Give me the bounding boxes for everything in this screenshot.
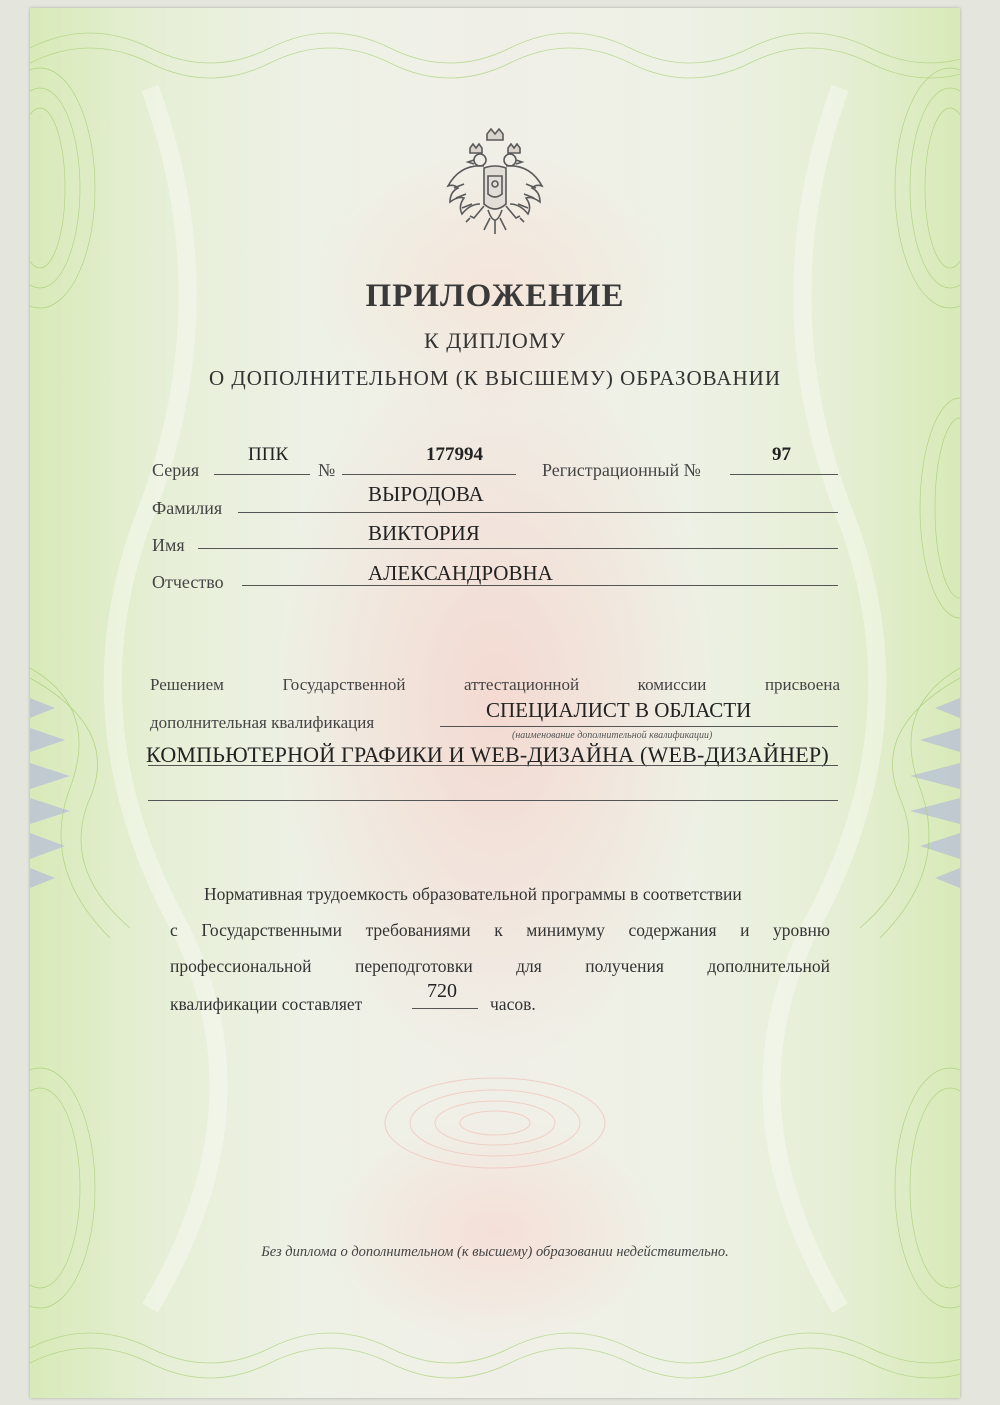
- diploma-supplement-sheet: [30, 8, 960, 1398]
- qualification-label: дополнительная квалификация: [150, 713, 375, 732]
- series-rule: [214, 474, 310, 475]
- series-label: Серия: [152, 460, 200, 480]
- workload-line-4-suffix: часов.: [490, 994, 536, 1014]
- document-subtitle: К ДИПЛОМУ: [424, 328, 566, 353]
- qualification-intro: Решением Государственной аттестационной комиссии присвоена: [150, 675, 840, 694]
- qualification-caption: (наименование дополнительной квалификации): [512, 730, 713, 741]
- validity-note: Без диплома о дополнительном (к высшему) образовании недействительно.: [261, 1244, 729, 1260]
- registration-rule: [730, 474, 838, 475]
- coat-of-arms-icon: [440, 126, 550, 241]
- series-value: ППК: [248, 444, 289, 465]
- document-title: ПРИЛОЖЕНИЕ: [365, 278, 625, 314]
- registration-value: 97: [772, 444, 791, 465]
- number-value: 177994: [426, 444, 483, 465]
- number-label: №: [318, 460, 336, 480]
- hours-rule: [412, 1008, 478, 1009]
- name-label: Имя: [152, 535, 185, 555]
- workload-line-2: с Государственными требованиями к минимуму содержания и уровню: [170, 920, 830, 940]
- qualification-value-line1: СПЕЦИАЛИСТ В ОБЛАСТИ: [486, 698, 752, 722]
- document-subtitle-2: О ДОПОЛНИТЕЛЬНОМ (К ВЫСШЕМУ) ОБРАЗОВАНИИ: [209, 366, 781, 390]
- workload-line-3: профессиональной переподготовки для получения дополнительной: [170, 956, 830, 976]
- surname-rule: [238, 512, 838, 513]
- qualification-rule-3: [148, 800, 838, 801]
- hours-value: 720: [427, 980, 457, 1002]
- surname-label: Фамилия: [152, 498, 223, 518]
- workload-line-4-prefix: квалификации составляет: [170, 994, 363, 1014]
- patronymic-label: Отчество: [152, 572, 224, 592]
- patronymic-value: АЛЕКСАНДРОВНА: [368, 561, 553, 585]
- surname-value: ВЫРОДОВА: [368, 482, 484, 506]
- number-rule: [342, 474, 516, 475]
- qualification-rule-1: [440, 726, 838, 727]
- qualification-rule-2: [148, 765, 838, 766]
- name-rule: [198, 548, 838, 549]
- registration-label: Регистрационный №: [542, 460, 701, 480]
- name-value: ВИКТОРИЯ: [368, 521, 480, 545]
- workload-line-1: Нормативная трудоемкость образовательной программы в соответствии: [204, 884, 742, 904]
- qualification-value-line2: КОМПЬЮТЕРНОЙ ГРАФИКИ И WEB-ДИЗАЙНА (WEB-ДИЗАЙНЕР): [146, 742, 829, 767]
